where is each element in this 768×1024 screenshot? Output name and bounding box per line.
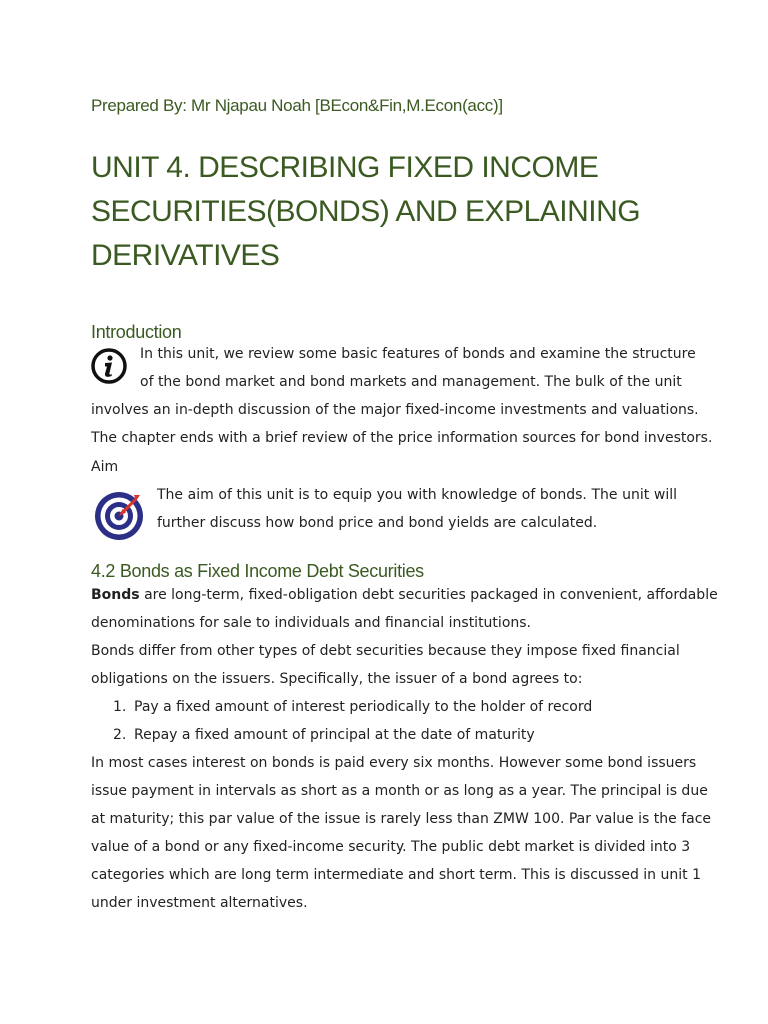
para3-line-2: issue payment in intervals as short as a month or as long as a year. The principal is due [91,783,708,799]
aim-label: Aim [91,459,119,475]
introduction-heading: Introduction [91,322,182,342]
para3-line-4: value of a bond or any fixed-income security. The public debt market is divided into 3 [91,839,691,855]
info-icon [91,348,127,384]
title-line-1: UNIT 4. DESCRIBING FIXED INCOME [91,151,599,184]
list-item-1: Pay a fixed amount of interest periodically to the holder of record [134,699,593,715]
list-number-2: 2. [113,727,127,743]
para3-line-3: at maturity; this par value of the issue is rarely less than ZMW 100. Par value is the face [91,811,712,827]
para3-line-1: In most cases interest on bonds is paid every six months. However some bond issuers [91,755,697,771]
definition-line-1 [91,587,718,603]
list-number-1: 1. [113,699,127,715]
definition-text: are long-term, fixed-obligation debt securities packaged in convenient, affordable [139,587,718,603]
para3-line-6: under investment alternatives. [91,895,308,911]
intro-line-3: involves an in-depth discussion of the major fixed-income investments and valuations. [91,402,699,418]
list-item-2: Repay a fixed amount of principal at the date of maturity [134,727,535,743]
title-line-3: DERIVATIVES [91,239,280,272]
para2-line-2: obligations on the issuers. Specifically, the issuer of a bond agrees to: [91,671,583,687]
intro-line-1: In this unit, we review some basic features of bonds and examine the structure [140,346,696,362]
aim-line-1: The aim of this unit is to equip you with knowledge of bonds. The unit will [157,487,677,503]
intro-line-2: of the bond market and bond markets and management. The bulk of the unit [140,374,682,390]
definition-term: Bonds [91,587,140,603]
intro-line-4: The chapter ends with a brief review of the price information sources for bond investors. [91,430,713,446]
para2-line-1: Bonds differ from other types of debt securities because they impose fixed financial [91,643,680,659]
title-line-2: SECURITIES(BONDS) AND EXPLAINING [91,195,641,228]
definition-line-2: denominations for sale to individuals and financial institutions. [91,615,531,631]
section-4-2-heading: 4.2 Bonds as Fixed Income Debt Securities [91,561,424,581]
aim-line-2: further discuss how bond price and bond yields are calculated. [157,515,598,531]
prepared-by-line: Prepared By: Mr Njapau Noah [BEcon&Fin,M.Econ(acc)] [91,96,503,115]
target-icon [92,486,148,542]
unit-title [91,146,651,278]
para3-line-5: categories which are long term intermediate and short term. This is discussed in unit 1 [91,867,701,883]
